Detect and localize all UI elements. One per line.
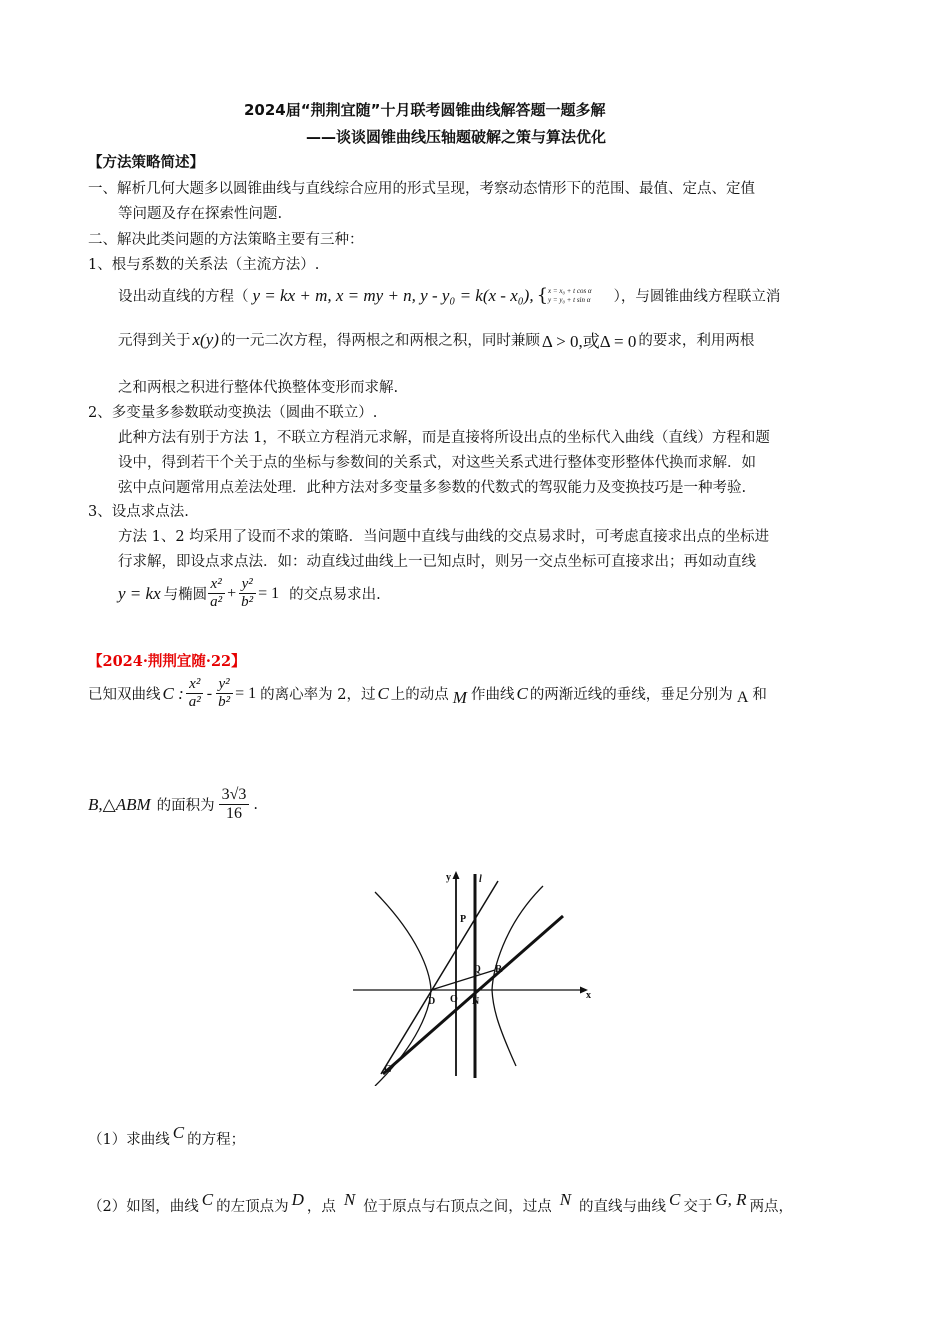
s3-line3-text-a: 与椭圆 (163, 587, 208, 604)
method-s3-line3 (118, 576, 381, 612)
q2-var-N: N (343, 1189, 356, 1209)
hyperbola-figure (348, 866, 608, 1086)
problem-l1-text-d: 作曲线 (470, 687, 515, 704)
label-l: l (479, 874, 482, 885)
method-p1-line1: 一、解析几何大题多以圆锥曲线与直线综合应用的形式呈现，考察动态情形下的范围、最值、定点、定值 (88, 181, 755, 197)
s1-line-equations: y = kx + m, x = my + n, y - y₀ = k(x - x₀), (252, 285, 534, 305)
problem-tag: 【2024·荆荆宜随·22】 (88, 653, 246, 670)
s1-discriminant-cond: Δ > 0,或Δ = 0 (541, 332, 637, 351)
q2-text-c: ，点 (306, 1199, 336, 1215)
problem-l2-text-a: 的面积为 (156, 798, 215, 815)
label-Q: Q (473, 964, 481, 975)
line-G-R (383, 916, 563, 1074)
line-D-R (431, 970, 495, 990)
area-fraction: $\frac{3√3}{16}$ (219, 786, 250, 824)
problem-line1 (88, 676, 767, 712)
problem-l2-period: . (253, 796, 259, 813)
q2-text-d: 位于原点与右顶点之间，过点 (363, 1199, 552, 1215)
label-x: x (586, 990, 591, 1001)
s1-param-eq-x: x = x₀ + t cos α (548, 286, 592, 295)
problem-l1-text-c: 上的动点 (390, 687, 449, 704)
method-heading: 【方法策略简述】 (88, 154, 204, 171)
method-s3-title: 3、设点求点法. (88, 504, 189, 520)
problem-var-C: C (377, 683, 389, 703)
q2-text-g: 两点， (749, 1199, 794, 1215)
method-s2-line3: 弦中点问题常用点差法处理．此种方法对多变量多参数的代数式的驾驭能力及变换技巧是一种考验. (118, 480, 747, 496)
question-1 (88, 1122, 246, 1149)
q2-text-a: （2）如图，曲线 (88, 1199, 199, 1215)
triangle-ABM: B,△ABM (88, 794, 151, 814)
q1-text-b: 的方程； (187, 1132, 246, 1148)
q2-text-f: 交于 (683, 1199, 713, 1215)
s1-line2-text-b: 的一元二次方程，得两根之和两根之积，同时兼顾 (220, 333, 540, 349)
method-s2-line2: 设中，得到若干个关于点的坐标与参数间的关系式，对这些关系式进行整体变形整体代换而求解．如 (118, 455, 756, 471)
s1-param-eq-y: y = y₀ + t sin α (548, 295, 591, 304)
problem-eq-one: = 1 (235, 684, 257, 702)
method-p1-line2: 等问题及存在探索性问题. (118, 206, 283, 222)
hyperbola-right-branch (492, 886, 543, 1066)
method-s3-line1: 方法 1、2 均采用了设而不求的策略．当问题中直线与曲线的交点易求时，可考虑直接求出点的坐标进 (118, 529, 770, 545)
q2-var-C2: C (669, 1189, 681, 1209)
question-2 (88, 1189, 794, 1216)
method-s1-title: 1、根与系数的关系法（主流方法）. (88, 257, 320, 273)
problem-l1-text-e: 的两渐近线的垂线，垂足分别为 (529, 687, 733, 704)
problem-var-C2: C (516, 683, 528, 703)
method-s1-line3: 之和两根之积进行整体代换整体变形而求解. (118, 380, 399, 396)
s1-line1-text-b: ），与圆锥曲线方程联立消 (613, 289, 781, 305)
s3-line-eq: y = kx (118, 583, 161, 603)
problem-l1-text-a: 已知双曲线 (88, 687, 161, 704)
problem-frac-y: $\frac{\text{y²}}{\text{b²}}$ (215, 676, 233, 712)
q2-var-GR: G, R (715, 1189, 747, 1209)
q1-text-a: （1）求曲线 (88, 1132, 170, 1148)
problem-minus: - (206, 684, 213, 702)
method-p2: 二、解决此类问题的方法策略主要有三种： (88, 232, 364, 248)
method-s2-line1: 此种方法有别于方法 1，不联立方程消元求解，而是直接将所设出点的坐标代入曲线（直线）方程和题 (118, 430, 770, 446)
s3-frac-x: $\frac{\text{x²}}{\text{a²}}$ (207, 576, 225, 612)
q1-var-C: C (172, 1122, 185, 1142)
s1-line2-text-a: 元得到关于 (118, 333, 191, 349)
method-s1-line1: 设出动直线的方程（ y = kx + m, x = my + n, y - y₀ = k(x - x₀), { x = x₀ + t cos α y = y₀ + t sin α ），与圆锥曲线方程联立消 (118, 285, 781, 306)
document-subtitle: ——谈谈圆锥曲线压轴题破解之策与算法优化 (306, 128, 607, 146)
s1-line1-text-a: 设出动直线的方程（ (118, 289, 249, 305)
problem-var-M: M (452, 687, 467, 707)
problem-l1-text-b: 的离心率为 2，过 (260, 687, 376, 704)
label-G: G (384, 1064, 392, 1075)
y-axis-arrow (453, 871, 460, 879)
problem-line2 (88, 786, 258, 824)
problem-frac-x: $\frac{\text{x²}}{\text{a²}}$ (186, 676, 204, 712)
document-title: 2024届“荆荆宜随”十月联考圆锥曲线解答题一题多解 (244, 101, 606, 119)
s1-var-xy: x(y) (192, 329, 219, 349)
label-D: D (428, 996, 436, 1007)
method-s1-line2 (118, 327, 754, 352)
problem-l1-text-f: 和 (752, 687, 767, 704)
s3-frac-y: $\frac{\text{y²}}{\text{b²}}$ (238, 576, 256, 612)
s3-eq-one: = 1 (258, 584, 280, 602)
s1-line2-text-c: 的要求，利用两根 (638, 333, 755, 349)
method-s2-title: 2、多变量多参数联动变换法（圆曲不联立）. (88, 405, 378, 421)
line-G-P (381, 881, 498, 1074)
s3-plus: + (227, 584, 237, 602)
q2-var-N2: N (559, 1189, 572, 1209)
q2-text-b: 的左顶点为 (216, 1199, 289, 1215)
label-y: y (446, 872, 451, 883)
s3-line3-text-b: 的交点易求出. (289, 587, 381, 604)
label-P: P (460, 914, 467, 925)
label-N: N (472, 996, 480, 1007)
label-R: R (495, 964, 503, 975)
method-s3-line2: 行求解，即设点求点法．如：动直线过曲线上一已知点时，则另一交点坐标可直接求出；再如动直线 (118, 554, 756, 570)
problem-var-A: A (736, 688, 749, 706)
q2-var-D: D (291, 1189, 304, 1209)
q2-text-e: 的直线与曲线 (579, 1199, 667, 1215)
hyperbola-name: C : (162, 683, 184, 703)
q2-var-C: C (201, 1189, 214, 1209)
label-O: O (450, 994, 458, 1005)
